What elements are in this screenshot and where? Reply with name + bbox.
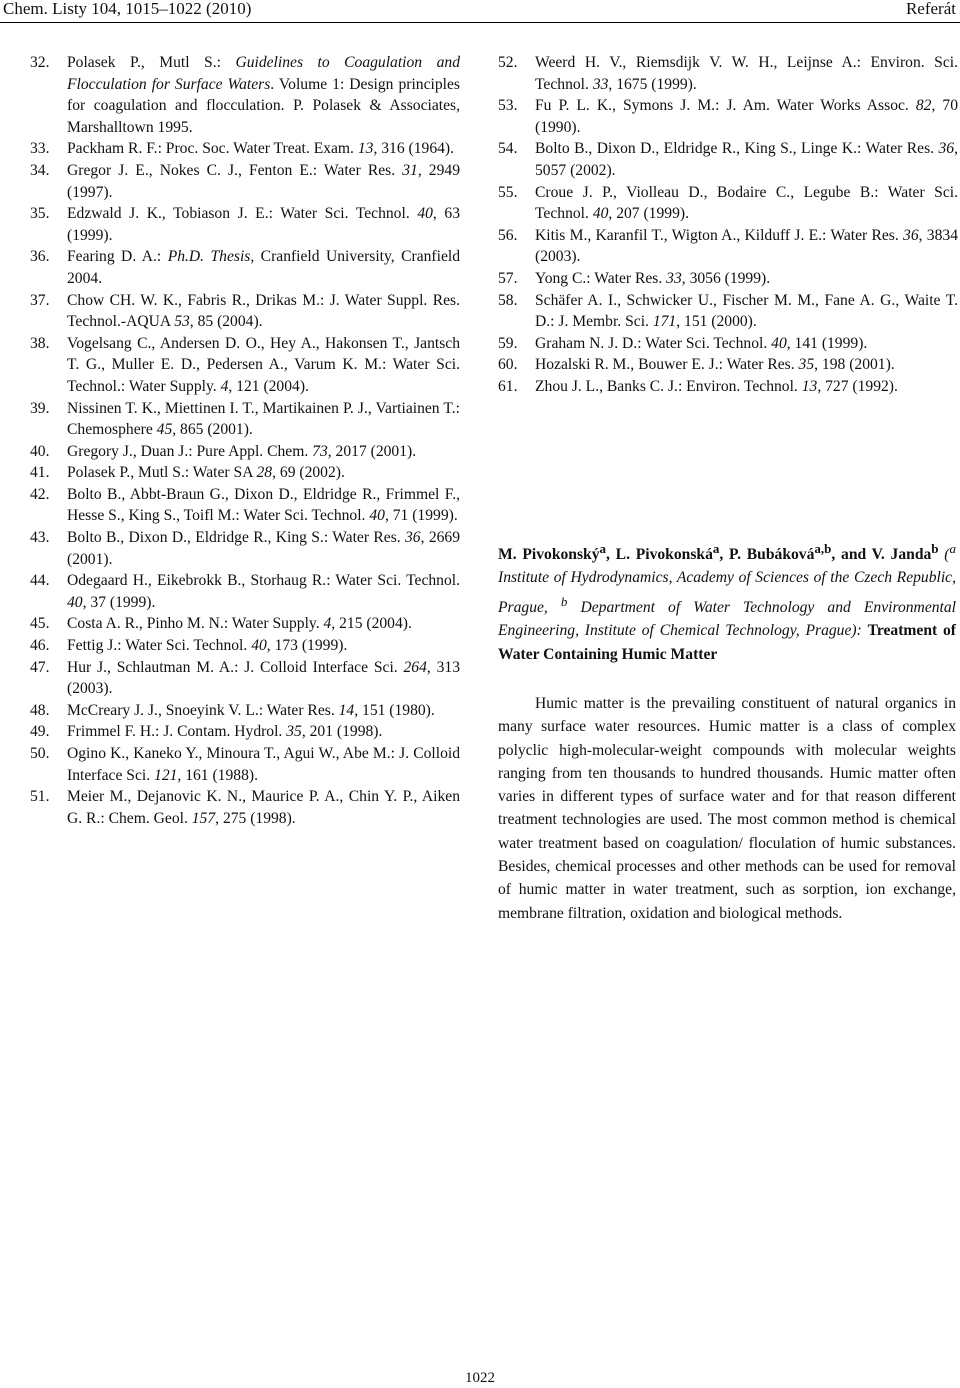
reference-item xyxy=(498,376,958,398)
reference-item xyxy=(498,225,958,268)
reference-number: 54. xyxy=(498,140,518,158)
reference-number: 53. xyxy=(498,97,518,115)
reference-number: 55. xyxy=(498,183,518,201)
reference-number: 49. xyxy=(30,723,50,741)
reference-text: Kitis M., Karanfil T., Wigton A., Kilduff J. E.: Water Res. 36, 3834 (2003). xyxy=(535,226,958,266)
reference-text: Costa A. R., Pinho M. N.: Water Supply. 4, 215 (2004). xyxy=(67,615,412,633)
summary-heading: M. Pivokonský$^a$, L. Pivokonská$^a$, P. Bubáková$^{a,b}$, and V. Janda$^b$ ($^a$ Institute of Hydrodynamics, Academy of Sciences of the Czech Republic, Prague, $^b$ Department of Water Technology and Environmental Engineering, Institute of Chemical Technology, Prague): Treatment of Water Containing Humic Matter xyxy=(498,541,956,663)
reference-number: 38. xyxy=(30,334,50,352)
reference-item xyxy=(30,613,460,635)
reference-number: 47. xyxy=(30,658,50,676)
reference-item xyxy=(30,160,460,203)
reference-item xyxy=(30,462,460,484)
references-left-column xyxy=(30,52,460,829)
reference-text: Gregory J., Duan J.: Pure Appl. Chem. 73, 2017 (2001). xyxy=(67,442,417,460)
reference-number: 37. xyxy=(30,291,50,309)
reference-number: 45. xyxy=(30,615,50,633)
reference-number: 51. xyxy=(30,788,50,806)
reference-text: Hozalski R. M., Bouwer E. J.: Water Res. 35, 198 (2001). xyxy=(535,356,895,374)
reference-item xyxy=(30,333,460,398)
reference-text: Polasek P., Mutl S.: Water SA 28, 69 (2002). xyxy=(67,464,345,482)
reference-item xyxy=(498,138,958,181)
reference-number: 50. xyxy=(30,745,50,762)
reference-item xyxy=(498,52,958,95)
reference-text: Edzwald J. K., Tobiason J. E.: Water Sci. Technol. 40, 63 (1999). xyxy=(67,205,460,244)
reference-number: 41. xyxy=(30,464,50,482)
reference-text: Fettig J.: Water Sci. Technol. 40, 173 (1999). xyxy=(67,637,348,655)
reference-item xyxy=(498,268,958,290)
section-label: Referát xyxy=(905,0,956,18)
reference-text: Hur J., Schlautman M. A.: J. Colloid Interface Sci. 264, 313 (2003). xyxy=(67,658,460,698)
reference-item xyxy=(498,354,958,376)
reference-number: 44. xyxy=(30,572,50,590)
reference-item xyxy=(30,290,460,333)
reference-item xyxy=(30,786,460,829)
reference-item xyxy=(30,700,460,722)
reference-number: 42. xyxy=(30,485,50,503)
reference-text: Bolto B., Abbt-Braun G., Dixon D., Eldridge R., Frimmel F., Hesse S., King S., Toifl M.: Water Sci. Technol. 40, 71 (1999). xyxy=(67,485,460,525)
reference-text: Ogino K., Kaneko Y., Minoura T., Agui W., Abe M.: J. Colloid Interface Sci. 121, 161 (1988). xyxy=(67,745,460,784)
reference-item xyxy=(30,203,460,246)
reference-item xyxy=(498,95,958,138)
reference-item xyxy=(30,721,460,743)
reference-number: 43. xyxy=(30,529,50,547)
reference-number: 58. xyxy=(498,291,518,309)
reference-text: Yong C.: Water Res. 33, 3056 (1999). xyxy=(535,269,771,287)
reference-number: 36. xyxy=(30,248,50,266)
reference-item xyxy=(30,484,460,527)
reference-text: Bolto B., Dixon D., Eldridge R., King S., Linge K.: Water Res. 36, 5057 (2002). xyxy=(535,140,958,179)
reference-number: 34. xyxy=(30,161,50,179)
reference-item xyxy=(498,333,958,355)
abstract xyxy=(498,692,956,925)
reference-item xyxy=(30,138,460,160)
reference-text: Bolto B., Dixon D., Eldridge R., King S.: Water Res. 36, 2669 (2001). xyxy=(67,529,461,568)
reference-text: Weerd H. V., Riemsdijk V. W. H., Leijnse A.: Environ. Sci. Technol. 33, 1675 (1999). xyxy=(535,54,958,93)
reference-list xyxy=(30,52,460,829)
reference-text: Odegaard H., Eikebrokk B., Storhaug R.: Water Sci. Technol. 40, 37 (1999). xyxy=(67,572,460,611)
reference-item xyxy=(498,182,958,225)
reference-text: Fu P. L. K., Symons J. M.: J. Am. Water Works Assoc. 82, 70 (1990). xyxy=(535,97,959,136)
reference-text: Frimmel F. H.: J. Contam. Hydrol. 35, 201 (1998). xyxy=(67,723,383,741)
reference-number: 32. xyxy=(30,54,50,71)
reference-number: 46. xyxy=(30,637,50,655)
reference-text: McCreary J. J., Snoeyink V. L.: Water Res. 14, 151 (1980). xyxy=(67,701,435,719)
reference-text: Packham R. F.: Proc. Soc. Water Treat. Exam. 13, 316 (1964). xyxy=(67,140,455,158)
reference-number: 61. xyxy=(498,377,518,395)
reference-number: 40. xyxy=(30,442,50,460)
abstract-paragraph: Humic matter is the prevailing constituent of natural organics in many surface water resources. Humic matter is a class of complex polyclic high-molecular-weight compounds with molecular weights ranging from ten thousands to hundred thousands. Humic matter often varies in different types of surface water and for that reason different treatment technologies are used. The most common method is chemical water treatment based on coagulation/ floculation of humic substances. Besides, chemical processes and other methods can be used for removal of humic matter in water treatment, such as sorption, ion exchange, membrane filtration, oxidation and biological methods. xyxy=(498,695,956,922)
reference-number: 57. xyxy=(498,269,518,287)
reference-text: Meier M., Dejanovic K. N., Maurice P. A., Chin Y. P., Aiken G. R.: Chem. Geol. 157, 275 (1998). xyxy=(67,788,460,827)
reference-number: 52. xyxy=(498,54,518,71)
references-right-column xyxy=(498,52,958,398)
reference-number: 39. xyxy=(30,399,50,417)
page-number: 1022 xyxy=(465,1370,495,1386)
reference-number: 33. xyxy=(30,140,50,158)
reference-item xyxy=(30,52,460,138)
reference-text: Polasek P., Mutl S.: Guidelines to Coagulation and Flocculation for Surface Waters. Volume 1: Design principles for coagulation and flocculation. P. Polasek & Associates, Marshalltown 1995. xyxy=(67,54,460,136)
journal-citation: Chem. Listy 104, 1015–1022 (2010) xyxy=(3,0,252,18)
reference-item xyxy=(30,635,460,657)
reference-text: Croue J. P., Violleau D., Bodaire C., Legube B.: Water Sci. Technol. 40, 207 (1999). xyxy=(535,183,958,223)
reference-number: 60. xyxy=(498,356,518,374)
reference-item xyxy=(30,527,460,570)
reference-text: Gregor J. E., Nokes C. J., Fenton E.: Water Res. 31, 2949 (1997). xyxy=(67,161,460,201)
reference-text: Vogelsang C., Andersen D. O., Hey A., Hakonsen T., Jantsch T. G., Muller E. D., Pedersen A., Varum K. M.: Water Sci. Technol.: Water Supply. 4, 121 (2004). xyxy=(67,334,460,395)
reference-item xyxy=(30,246,460,289)
running-header xyxy=(0,0,960,23)
reference-text: Zhou J. L., Banks C. J.: Environ. Technol. 13, 727 (1992). xyxy=(535,377,898,395)
reference-number: 35. xyxy=(30,205,50,223)
reference-text: Fearing D. A.: Ph.D. Thesis, Cranfield University, Cranfield 2004. xyxy=(67,248,461,287)
reference-number: 56. xyxy=(498,226,518,244)
reference-text: Graham N. J. D.: Water Sci. Technol. 40, 141 (1999). xyxy=(535,334,868,352)
reference-item xyxy=(30,743,460,786)
reference-text: Chow CH. W. K., Fabris R., Drikas M.: J. Water Suppl. Res. Technol.-AQUA 53, 85 (2004). xyxy=(67,291,460,331)
reference-item xyxy=(30,398,460,441)
reference-number: 59. xyxy=(498,334,518,352)
reference-list xyxy=(498,52,958,398)
reference-item xyxy=(498,290,958,333)
reference-item xyxy=(30,441,460,463)
reference-item xyxy=(30,570,460,613)
reference-text: Nissinen T. K., Miettinen I. T., Martikainen P. J., Vartiainen T.: Chemosphere 45, 865 (2001). xyxy=(67,399,460,439)
reference-text: Schäfer A. I., Schwicker U., Fischer M. M., Fane A. G., Waite T. D.: J. Membr. Sci. 171, 151 (2000). xyxy=(535,291,958,331)
reference-number: 48. xyxy=(30,701,50,719)
reference-item xyxy=(30,657,460,700)
